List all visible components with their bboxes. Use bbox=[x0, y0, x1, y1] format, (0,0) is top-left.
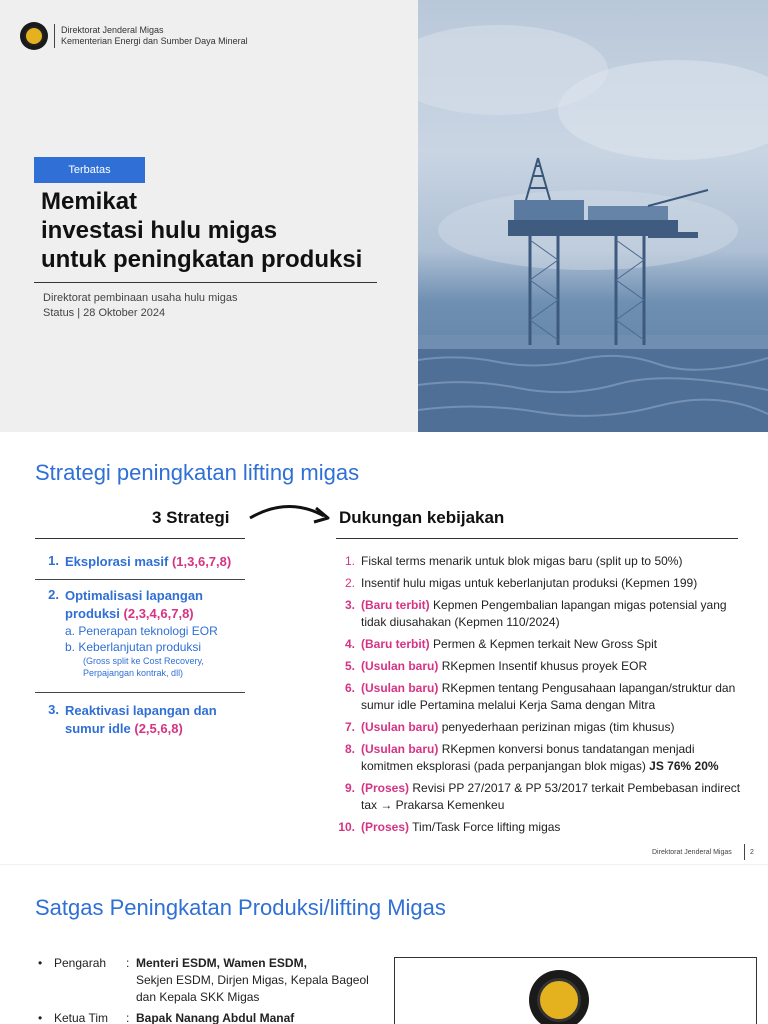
policy-text: RKepmen Insentif khusus proyek EOR bbox=[441, 659, 648, 673]
roster-names: Sekjen ESDM, Dirjen Migas, Kepala Bageol dan Kepala SKK Migas bbox=[136, 973, 369, 1004]
bullet: • bbox=[38, 1011, 43, 1024]
policy-item bbox=[336, 658, 746, 675]
subtitle-line-2: Status | 28 Oktober 2024 bbox=[43, 307, 166, 319]
policy-status-tag: (Usulan baru) bbox=[361, 742, 439, 756]
strategy-subitem-b: b. Keberlanjutan produksi bbox=[65, 640, 202, 654]
policy-item bbox=[336, 819, 746, 836]
policy-number: 10. bbox=[338, 820, 355, 834]
org-chart-box bbox=[394, 957, 757, 1024]
policy-item bbox=[336, 741, 746, 775]
policy-item bbox=[336, 597, 746, 631]
policy-item bbox=[336, 680, 746, 714]
policy-status-tag: (Baru terbit) bbox=[361, 598, 430, 612]
strategy-item bbox=[35, 587, 245, 679]
policy-text: Fiskal terms menarik untuk blok migas baru (split up to 50%) bbox=[361, 554, 683, 568]
slide-title: Strategi peningkatan lifting migas bbox=[35, 460, 360, 485]
org-line-2: Kementerian Energi dan Sumber Daya Mineral bbox=[61, 36, 248, 46]
roster-row bbox=[38, 955, 378, 1006]
strategy-text-line-1: Reaktivasi lapangan dan bbox=[65, 703, 217, 718]
policy-item bbox=[336, 636, 746, 653]
title-slide bbox=[0, 0, 768, 432]
roster-colon: : bbox=[126, 956, 130, 970]
task-force-slide bbox=[0, 864, 768, 1024]
roster-bold-names: Menteri ESDM, Wamen ESDM, bbox=[136, 956, 307, 970]
footer-divider bbox=[744, 844, 745, 860]
strategy-number: 3. bbox=[48, 702, 59, 717]
policy-text: Permen & Kepmen terkait New Gross Spit bbox=[433, 637, 658, 651]
slide-title: Satgas Peningkatan Produksi/lifting Migas bbox=[35, 895, 446, 920]
title-line-3: untuk peningkatan produksi bbox=[41, 246, 363, 273]
policy-text: Revisi PP 27/2017 & PP 53/2017 terkait Pembebasan indirect tax → Prakarsa Kemenkeu bbox=[361, 781, 741, 812]
policy-bold-suffix: JS 76% 20% bbox=[649, 759, 719, 773]
strategy-number: 1. bbox=[48, 553, 59, 568]
strategy-number: 2. bbox=[48, 587, 59, 602]
title-divider bbox=[34, 282, 377, 283]
roster-role: Pengarah bbox=[54, 956, 107, 970]
policy-number: 3. bbox=[344, 598, 355, 612]
ministry-logo-icon bbox=[529, 970, 589, 1024]
roster-colon: : bbox=[126, 1011, 130, 1024]
strategy-refs: (2,3,4,6,7,8) bbox=[123, 606, 194, 621]
slide-subtitle bbox=[43, 291, 237, 321]
right-header-rule bbox=[336, 538, 738, 539]
policy-number: 4. bbox=[344, 637, 355, 651]
roster-row bbox=[38, 1010, 378, 1024]
policy-number: 8. bbox=[344, 742, 355, 756]
policy-status-tag: (Proses) bbox=[361, 820, 410, 834]
policy-status-tag: (Proses) bbox=[361, 781, 410, 795]
policy-text: RKepmen tentang Pengusahaan lapangan/struktur dan sumur idle Pertamina melalui Kerja Sama dengan Mitra bbox=[361, 681, 736, 712]
strategy-item bbox=[35, 702, 245, 738]
curved-arrow-icon bbox=[246, 498, 336, 526]
roster-bold-names: Bapak Nanang Abdul Manaf bbox=[136, 1011, 295, 1024]
policy-text: Insentif hulu migas untuk keberlanjutan produksi (Kepmen 199) bbox=[361, 576, 698, 590]
policy-text: Tim/Task Force lifting migas bbox=[412, 820, 561, 834]
policy-support-header: Dukungan kebijakan bbox=[339, 508, 505, 527]
policy-status-tag: (Usulan baru) bbox=[361, 659, 439, 673]
strategy-refs: (1,3,6,7,8) bbox=[171, 554, 232, 569]
policy-number: 6. bbox=[344, 681, 355, 695]
policy-number: 5. bbox=[344, 659, 355, 673]
title-line-1: Memikat bbox=[41, 188, 138, 215]
ministry-name bbox=[61, 25, 248, 47]
strategy-note-line-1: (Gross split ke Cost Recovery, bbox=[83, 656, 204, 666]
policy-number: 7. bbox=[344, 720, 355, 734]
policy-list bbox=[336, 553, 746, 841]
policy-status-tag: (Baru terbit) bbox=[361, 637, 430, 651]
policy-text: Kepmen Pengembalian lapangan migas potensial yang tidak diusahakan (Kepmen 110/2024) bbox=[361, 598, 727, 629]
strategy-slide bbox=[0, 432, 768, 864]
title-line-2: investasi hulu migas bbox=[41, 217, 278, 244]
strategy-text: Eksplorasi masif bbox=[65, 554, 169, 569]
slide-title bbox=[41, 187, 362, 274]
strategy-subitem-a: a. Penerapan teknologi EOR bbox=[65, 624, 218, 638]
offshore-rig-photo bbox=[418, 0, 768, 432]
logo-divider bbox=[54, 24, 55, 48]
strategy-note-line-2: Perpajangan kontrak, dll) bbox=[83, 668, 184, 678]
strategy-text-line-2: produksi bbox=[65, 606, 120, 621]
strategy-refs: (2,5,6,8) bbox=[134, 721, 183, 736]
bullet: • bbox=[38, 956, 43, 970]
policy-number: 2. bbox=[344, 576, 355, 590]
policy-number: 1. bbox=[344, 554, 355, 568]
task-force-roster bbox=[38, 955, 378, 1024]
org-line-1: Direktorat Jenderal Migas bbox=[61, 25, 164, 35]
strategy-divider bbox=[35, 579, 245, 580]
subtitle-line-1: Direktorat pembinaan usaha hulu migas bbox=[43, 292, 238, 304]
strategy-text-line-2: sumur idle bbox=[65, 721, 131, 736]
policy-status-tag: (Usulan baru) bbox=[361, 720, 439, 734]
strategies-header: 3 Strategi bbox=[152, 508, 230, 527]
oil-rig-illustration bbox=[418, 0, 768, 432]
classification-badge: Terbatas bbox=[34, 157, 145, 183]
slide-footer: Direktorat Jenderal Migas bbox=[652, 849, 732, 856]
policy-status-tag: (Usulan baru) bbox=[361, 681, 439, 695]
policy-number: 9. bbox=[344, 781, 355, 795]
roster-role: Ketua Tim bbox=[54, 1011, 109, 1024]
left-header-rule bbox=[35, 538, 245, 539]
policy-item bbox=[336, 575, 746, 592]
page-number: 2 bbox=[750, 849, 754, 856]
policy-item bbox=[336, 719, 746, 736]
policy-text: penyederhaan perizinan migas (tim khusus) bbox=[441, 720, 675, 734]
policy-text: RKepmen konversi bonus tandatangan menjadi komitmen eksplorasi (pada perpanjangan blok migas) bbox=[361, 742, 695, 773]
ministry-logo-block bbox=[20, 22, 248, 50]
strategy-text-line-1: Optimalisasi lapangan bbox=[65, 588, 203, 603]
policy-item bbox=[336, 780, 746, 814]
ministry-logo-icon bbox=[20, 22, 48, 50]
policy-item bbox=[336, 553, 746, 570]
strategy-divider bbox=[35, 692, 245, 693]
strategy-item bbox=[35, 553, 245, 571]
